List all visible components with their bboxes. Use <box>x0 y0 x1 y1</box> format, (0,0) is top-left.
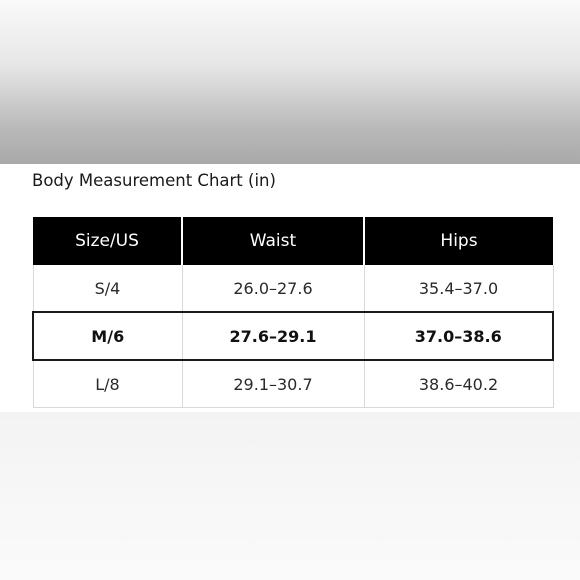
header-hips: Hips <box>364 217 553 265</box>
header-size: Size/US <box>33 217 182 265</box>
table-row-highlighted <box>33 312 553 360</box>
measurement-table <box>32 217 554 408</box>
cell-size: S/4 <box>33 265 182 312</box>
cell-hips: 38.6–40.2 <box>364 360 553 408</box>
cell-size: L/8 <box>33 360 182 408</box>
cell-size: M/6 <box>33 312 182 360</box>
table-row <box>33 360 553 408</box>
cell-hips: 35.4–37.0 <box>364 265 553 312</box>
cell-hips: 37.0–38.6 <box>364 312 553 360</box>
cell-waist: 29.1–30.7 <box>182 360 364 408</box>
background-top <box>0 0 580 164</box>
header-waist: Waist <box>182 217 364 265</box>
table-header-row <box>33 217 553 265</box>
cell-waist: 26.0–27.6 <box>182 265 364 312</box>
chart-title: Body Measurement Chart (in) <box>32 171 276 190</box>
table-row <box>33 265 553 312</box>
background-bottom <box>0 412 580 580</box>
cell-waist: 27.6–29.1 <box>182 312 364 360</box>
